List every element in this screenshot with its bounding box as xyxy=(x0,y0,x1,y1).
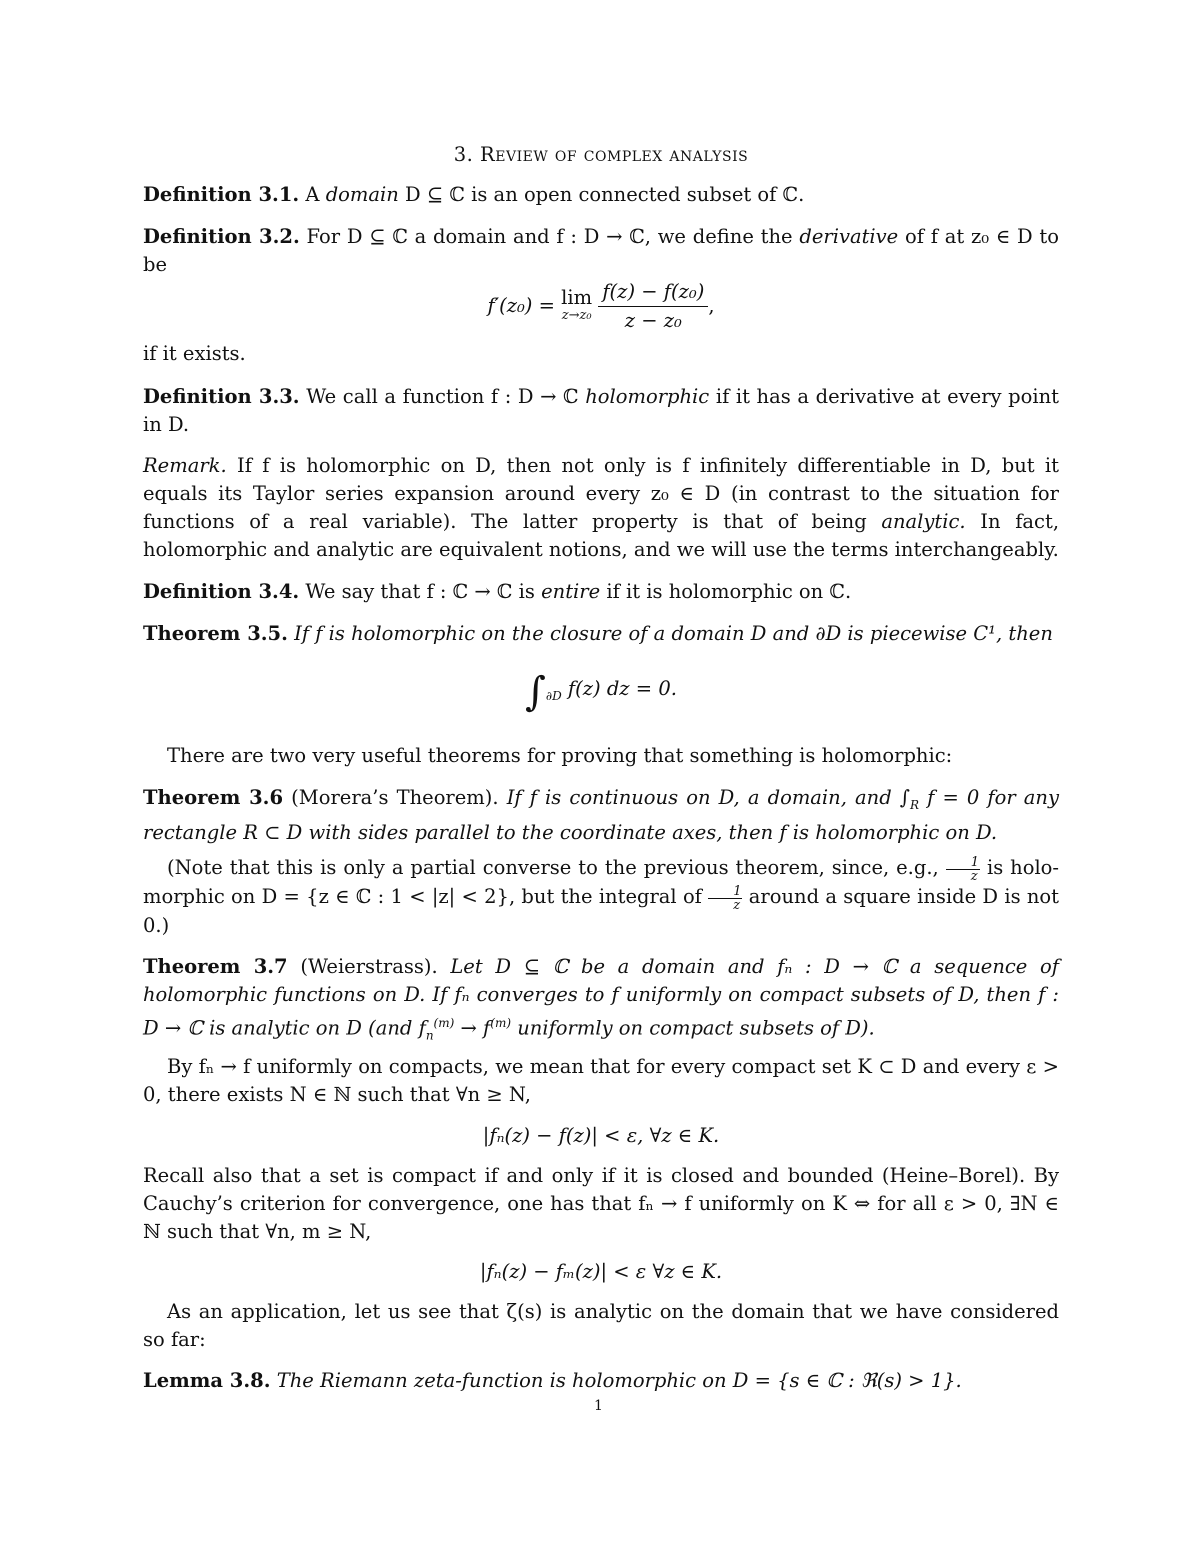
theorem-label: Theorem 3.6 xyxy=(143,786,284,809)
defined-term: entire xyxy=(541,580,601,603)
theorem-3-7: Theorem 3.7 (Weierstrass). Let D ⊆ ℂ be a domain and fₙ : D → ℂ a sequence of holomorphic functions on D. If fₙ converges to f uniformly on compact subsets of D, then f : D → ℂ is analytic on D (and $f_n^{(m)} \to f^{(m)}$ uniformly on compact subsets of D). xyxy=(143,955,1059,1043)
lemma-3-8 xyxy=(143,1367,1059,1395)
remark: Remark. If f is holomorphic on D, then not only is f infinitely differentiable in D, but it equals its Taylor series expansion around every z₀ ∈ D (in contrast to the situation for functions of a real variable). The latter property is that of being analytic. In fact, holomorphic and analytic are equivalent notions, and we will use the terms interchangeably. xyxy=(143,454,1060,561)
page-number: 1 xyxy=(594,1398,603,1414)
theorem-3-6: Theorem 3.6 (Morera’s Theorem). If f is continuous on D, a domain, and $\int_R$ f = 0 for any rectangle R ⊂ D with sides parallel to the coordinate axes, then f is holomorphic on D. xyxy=(143,786,1059,844)
limit-operator: lim z→z₀ xyxy=(561,285,593,323)
defined-term: domain xyxy=(325,183,399,206)
uniform-convergence-paragraph: By fₙ → f uniformly on compacts, we mean that for every compact set K ⊂ D and every ε > 0, there exists N ∈ ℕ such that ∀n ≥ N, xyxy=(143,1055,1059,1106)
definition-label: Definition 3.1. xyxy=(143,183,300,206)
theorem-3-5 xyxy=(143,620,1059,648)
definition-label: Definition 3.2. xyxy=(143,225,300,248)
definition-3-3: Definition 3.3. We call a function f : D → ℂ holomorphic if it has a derivative at every point in D. xyxy=(143,385,1059,436)
theorem-label: Theorem 3.7 xyxy=(143,955,288,978)
cauchy-integral-formula: $\int_{\partial D}$ f(z) dz = 0. xyxy=(525,669,677,715)
cauchy-criterion-inequality: |fₙ(z) − fₘ(z)| < ε ∀z ∈ K. xyxy=(479,1260,723,1283)
cauchy-criterion-paragraph: Recall also that a set is compact if and only if it is closed and bounded (Heine–Borel). By Cauchy’s criterion for convergence, one has that fₙ → f uniformly on K ⇔ for all ε > 0, ∃N ∈ ℕ such that ∀n, m ≥ N, xyxy=(143,1164,1059,1243)
definition-3-1: Definition 3.1. A domain D ⊆ ℂ is an open connected subset of ℂ. xyxy=(143,183,805,206)
defined-term: analytic. xyxy=(881,510,966,533)
paragraph-two-theorems: There are two very useful theorems for proving that something is holomorphic: xyxy=(167,744,953,767)
definition-label: Definition 3.3. xyxy=(143,385,300,408)
one-over-z-fraction: $\frac{1}{z}$ xyxy=(946,856,980,883)
lemma-statement: The Riemann zeta-function is holomorphic on D = {s ∈ ℂ : ℜ(s) > 1}. xyxy=(276,1369,962,1392)
section-title: 3. Review of complex analysis xyxy=(453,143,749,166)
theorem-label: Theorem 3.5. xyxy=(143,622,288,645)
definition-3-2: Definition 3.2. For D ⊆ ℂ a domain and f : D → ℂ, we define the derivative of f at z₀ ∈ D to be xyxy=(143,225,1060,276)
application-paragraph: As an application, let us see that ζ(s) is analytic on the domain that we have considered so far: xyxy=(143,1300,1059,1351)
definition-3-4: Definition 3.4. We say that f : ℂ → ℂ is entire if it is holomorphic on ℂ. xyxy=(143,580,852,603)
theorem-statement: If f is holomorphic on the closure of a domain D and ∂D is piecewise C¹, then xyxy=(294,622,1053,645)
one-over-z-fraction: $\frac{1}{z}$ xyxy=(708,885,742,912)
difference-quotient: $\frac{\text{f(z) − f(z₀)}}{\text{z − z₀}}$ xyxy=(598,278,708,335)
remark-label: Remark. xyxy=(143,454,227,477)
defined-term: holomorphic xyxy=(585,385,710,408)
lemma-label: Lemma 3.8. xyxy=(143,1369,271,1392)
definition-3-2-tail: if it exists. xyxy=(143,342,246,365)
defined-term: derivative xyxy=(799,225,899,248)
definition-label: Definition 3.4. xyxy=(143,580,300,603)
uniform-convergence-inequality: |fₙ(z) − f(z)| < ε, ∀z ∈ K. xyxy=(482,1124,720,1147)
note-paragraph: (Note that this is only a partial converse to the previous theorem, since, e.g., $\frac{1}{z}$ is holo-morphic on D = {z ∈ ℂ : 1 < |z| < 2}, but the integral of $\frac{1}{z}$ around a square inside D is not 0.) xyxy=(143,854,1060,937)
derivative-formula: f′(z₀) = lim z→z₀ $\frac{\text{f(z) − f(z₀)}}{\text{z − z₀}}$ , xyxy=(143,278,1059,335)
